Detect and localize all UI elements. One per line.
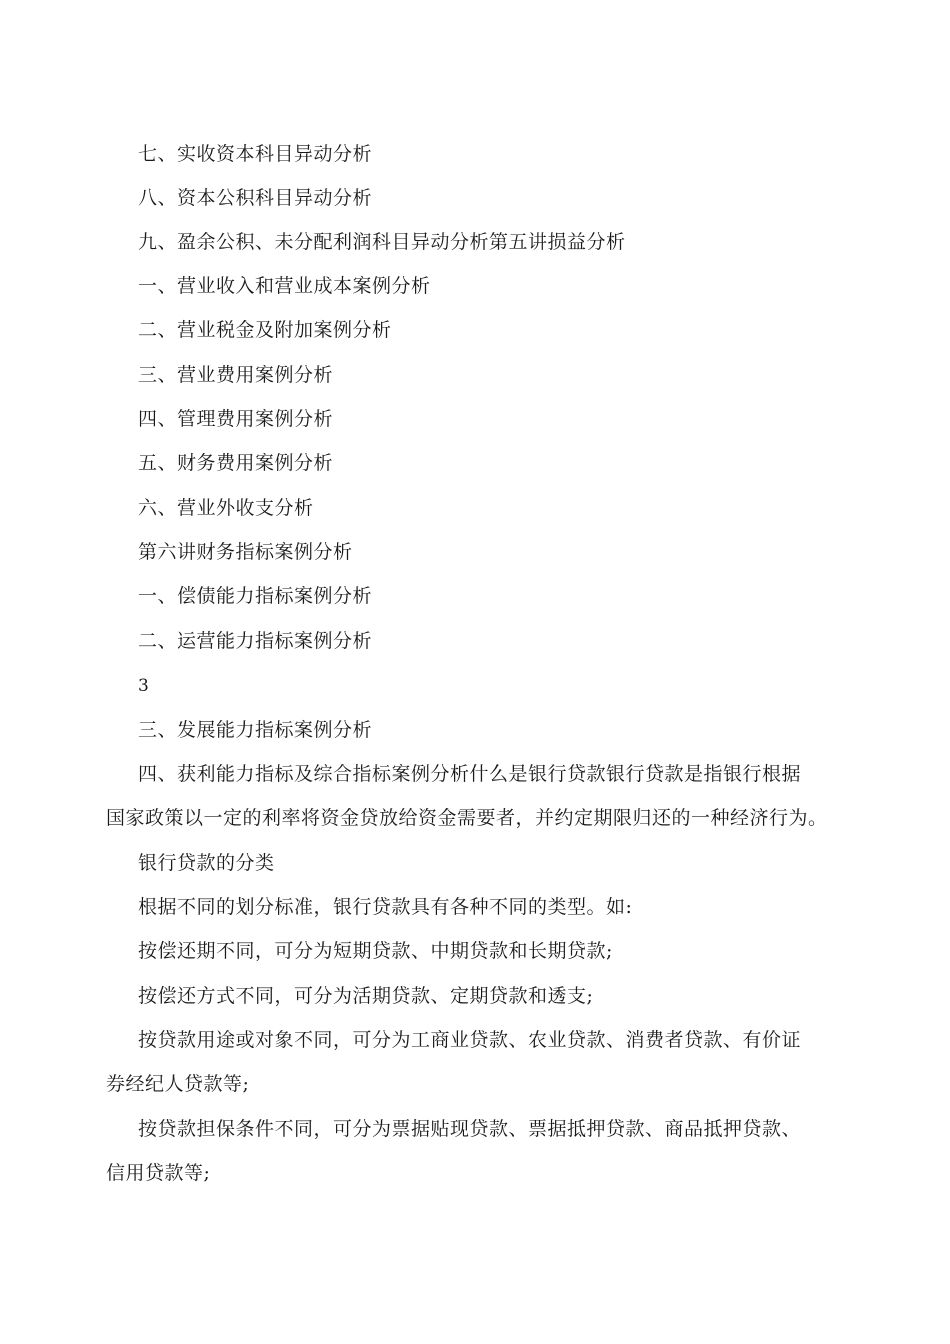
paragraph-line: 信用贷款等; <box>106 1162 211 1184</box>
paragraph-line: 券经纪人贷款等; <box>106 1073 250 1095</box>
outline-item: 三、发展能力指标案例分析 <box>138 719 373 741</box>
paragraph-line: 按偿还期不同，可分为短期贷款、中期贷款和长期贷款; <box>138 940 613 962</box>
paragraph-line: 根据不同的划分标准，银行贷款具有各种不同的类型。如: <box>138 896 633 918</box>
outline-item: 六、营业外收支分析 <box>138 497 314 519</box>
outline-item: 九、盈余公积、未分配利润科目异动分析第五讲损益分析 <box>138 231 626 253</box>
paragraph-line: 按贷款用途或对象不同，可分为工商业贷款、农业贷款、消费者贷款、有价证 <box>138 1029 802 1051</box>
outline-item: 四、管理费用案例分析 <box>138 408 334 430</box>
page-number: 3 <box>138 676 149 696</box>
outline-item: 八、资本公积科目异动分析 <box>138 187 373 209</box>
outline-item: 五、财务费用案例分析 <box>138 452 334 474</box>
outline-item: 一、偿债能力指标案例分析 <box>138 585 373 607</box>
outline-item: 一、营业收入和营业成本案例分析 <box>138 275 431 297</box>
paragraph-line: 按贷款担保条件不同，可分为票据贴现贷款、票据抵押贷款、商品抵押贷款、 <box>138 1118 802 1140</box>
outline-item: 二、运营能力指标案例分析 <box>138 630 373 652</box>
section-heading: 第六讲财务指标案例分析 <box>138 541 353 563</box>
outline-item: 七、实收资本科目异动分析 <box>138 143 373 165</box>
paragraph-line: 四、获利能力指标及综合指标案例分析什么是银行贷款银行贷款是指银行根据 <box>138 763 802 785</box>
paragraph-line: 按偿还方式不同，可分为活期贷款、定期贷款和透支; <box>138 985 594 1007</box>
section-heading: 银行贷款的分类 <box>138 852 275 874</box>
outline-item: 二、营业税金及附加案例分析 <box>138 319 392 341</box>
outline-item: 三、营业费用案例分析 <box>138 364 334 386</box>
paragraph-line: 国家政策以一定的利率将资金贷放给资金需要者，并约定期限归还的一种经济行为。 <box>106 807 828 829</box>
